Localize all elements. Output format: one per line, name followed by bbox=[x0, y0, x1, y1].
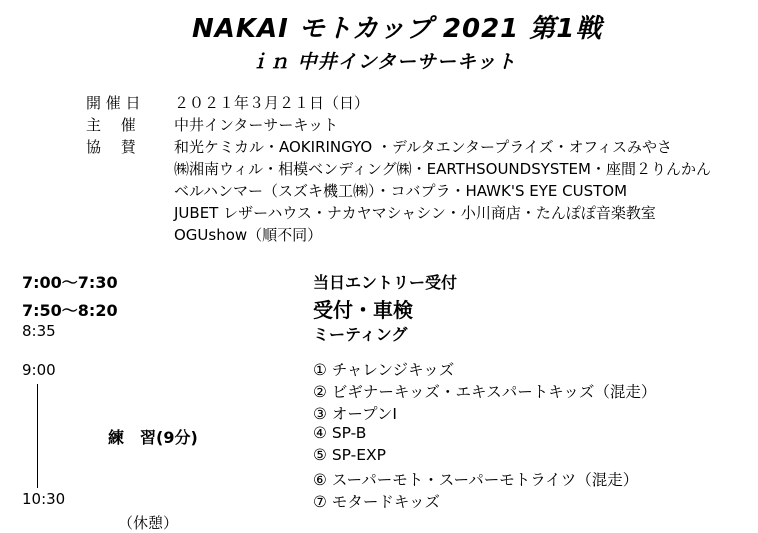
date-label: 開 催 日 bbox=[86, 94, 141, 112]
date-value: ２０２１年３月２１日（日） bbox=[174, 94, 370, 112]
sponsor-line: ベルハンマー（スズキ機工㈱）・コバプラ・HAWK'S EYE CUSTOM bbox=[174, 182, 628, 200]
sponsor-line: ㈱湘南ウィル・相模ベンディング㈱・EARTHSOUNDSYSTEM・座間２りんかん bbox=[174, 160, 711, 178]
practice-class: ④ SP-B bbox=[313, 424, 367, 442]
sponsor-line: 和光ケミカル・AOKIRINGYO ・デルタエンタープライズ・オフィスみやさ bbox=[174, 138, 672, 156]
practice-class: ⑦ モタードキッズ bbox=[313, 493, 441, 511]
entry-time: 7:00～7:30 bbox=[22, 273, 118, 292]
practice-end-time: 10:30 bbox=[22, 490, 66, 508]
host-label: 主 催 bbox=[86, 116, 136, 134]
practice-class: ③ オープンⅠ bbox=[313, 405, 397, 423]
practice-label: 練 習(9分) bbox=[108, 428, 198, 447]
meeting-label: ミーティング bbox=[313, 325, 408, 344]
practice-class: ⑥ スーパーモト・スーパーモトライツ（混走） bbox=[313, 471, 639, 489]
check-time: 7:50～8:20 bbox=[22, 301, 118, 320]
page-subtitle: ｉｎ 中井インターサーキット bbox=[250, 51, 517, 73]
practice-class: ② ビギナーキッズ・エキスパートキッズ（混走） bbox=[313, 383, 657, 401]
check-label: 受付・車検 bbox=[313, 298, 413, 322]
break-label: （休憩） bbox=[118, 514, 179, 532]
sponsor-line: JUBET レザーハウス・ナカヤマシャシン・小川商店・たんぽぽ音楽教室 bbox=[174, 204, 656, 222]
practice-class: ⑤ SP-EXP bbox=[313, 446, 387, 464]
practice-class: ① チャレンジキッズ bbox=[313, 361, 455, 379]
page-title: NAKAI モトカップ 2021 第1戦 bbox=[192, 14, 603, 44]
sponsor-label: 協 賛 bbox=[86, 138, 136, 156]
practice-start-time: 9:00 bbox=[22, 361, 56, 379]
host-value: 中井インターサーキット bbox=[174, 116, 339, 134]
practice-timeline bbox=[37, 384, 38, 488]
meeting-time: 8:35 bbox=[22, 322, 56, 340]
entry-label: 当日エントリー受付 bbox=[313, 273, 458, 292]
sponsor-line: OGUshow（順不同） bbox=[174, 226, 323, 244]
